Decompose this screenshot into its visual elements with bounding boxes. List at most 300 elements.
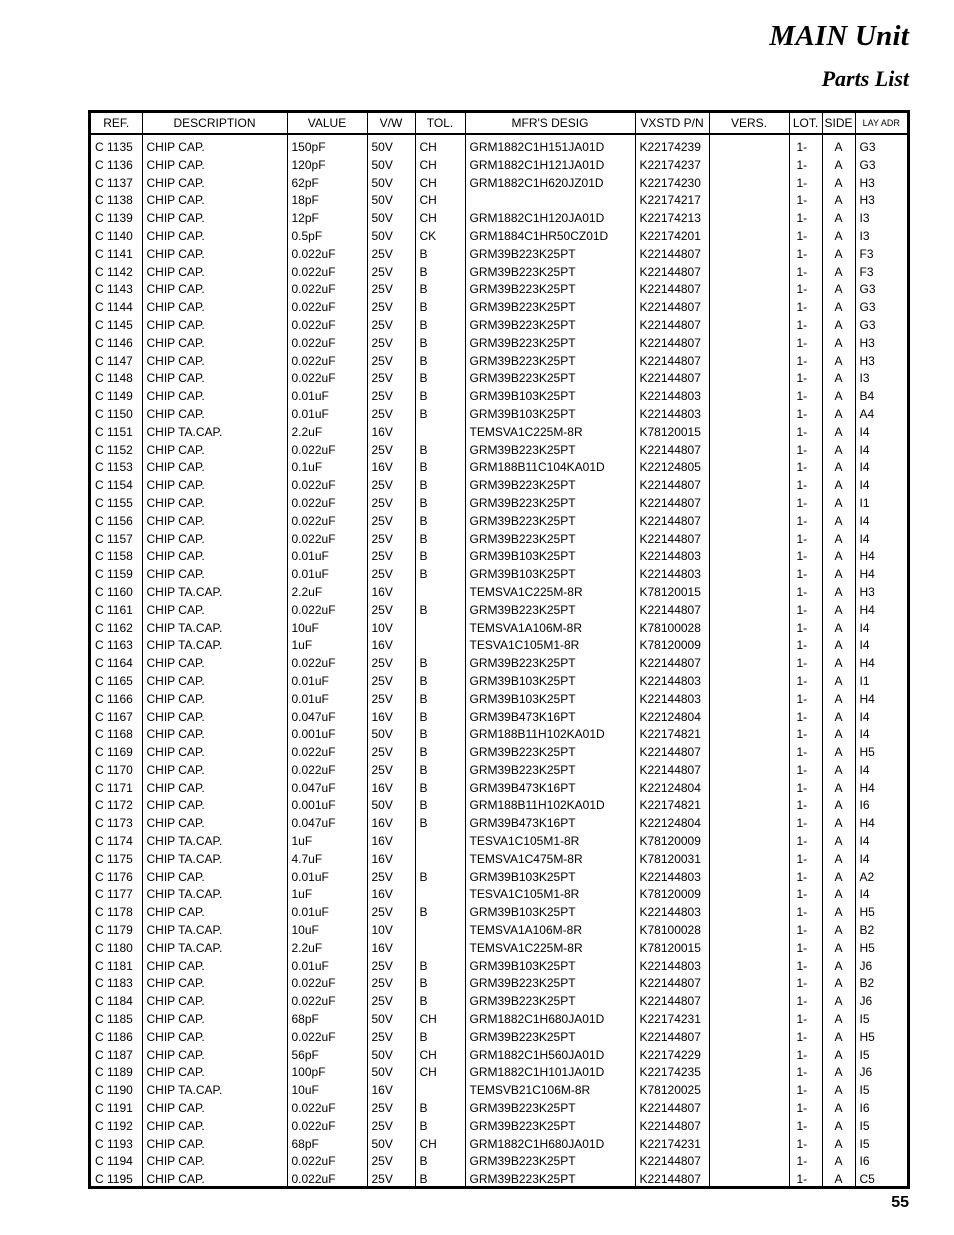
cell-lot: 1- [789, 602, 822, 620]
table-row [91, 1100, 907, 1118]
table-row [91, 1047, 907, 1065]
cell-ref: C 1153 [95, 460, 133, 475]
cell-value: 2.2uF [287, 584, 367, 602]
cell-vers [709, 780, 789, 798]
cell-vw: 50V [367, 134, 415, 157]
cell-ref: C 1160 [95, 584, 133, 599]
cell-side: A [822, 780, 855, 798]
cell-mfrs-desig [465, 192, 635, 210]
cell-lot: 1- [789, 940, 822, 958]
cell-side: A [822, 442, 855, 460]
cell-description: CHIP CAP. [142, 691, 287, 709]
cell-description: CHIP CAP. [142, 264, 287, 282]
cell-ref: C 1185 [95, 1012, 133, 1027]
cell-vxstd-pn: K22144803 [635, 904, 709, 922]
cell-lay-adr: I4 [855, 637, 907, 655]
cell-description: CHIP TA.CAP. [142, 424, 287, 442]
cell-ref: C 1137 [95, 175, 133, 190]
cell-vxstd-pn: K22174201 [635, 228, 709, 246]
cell-side: A [822, 459, 855, 477]
parts-table [91, 113, 907, 1189]
cell-value: 56pF [287, 1047, 367, 1065]
cell-description: CHIP TA.CAP. [142, 940, 287, 958]
cell-ref: C 1164 [95, 656, 133, 671]
cell-vers [709, 940, 789, 958]
cell-vers [709, 299, 789, 317]
cell-tol [415, 851, 465, 869]
parts-table-frame [88, 110, 910, 1189]
cell-mfrs-desig: GRM39B223K25PT [465, 655, 635, 673]
cell-mfrs-desig: TEMSVA1C225M-8R [465, 424, 635, 442]
cell-vers [709, 584, 789, 602]
cell-ref: C 1183 [95, 976, 133, 991]
cell-lay-adr: H5 [855, 744, 907, 762]
cell-value: 0.047uF [287, 815, 367, 833]
cell-lay-adr: I5 [855, 1118, 907, 1136]
table-row [91, 833, 907, 851]
cell-mfrs-desig: GRM1882C1H101JA01D [465, 1064, 635, 1082]
cell-lay-adr: I4 [855, 709, 907, 727]
cell-tol: B [415, 762, 465, 780]
cell-vers [709, 370, 789, 388]
cell-lay-adr: I1 [855, 673, 907, 691]
cell-vers [709, 388, 789, 406]
cell-side: A [822, 655, 855, 673]
cell-value: 0.047uF [287, 709, 367, 727]
cell-vxstd-pn: K22144807 [635, 281, 709, 299]
cell-vers [709, 815, 789, 833]
cell-vers [709, 922, 789, 940]
cell-mfrs-desig: GRM39B223K25PT [465, 370, 635, 388]
cell-vxstd-pn: K22144807 [635, 602, 709, 620]
cell-vw: 16V [367, 851, 415, 869]
cell-vers [709, 513, 789, 531]
cell-vw: 25V [367, 495, 415, 513]
cell-vw: 25V [367, 655, 415, 673]
cell-vers [709, 192, 789, 210]
cell-vers [709, 264, 789, 282]
cell-vxstd-pn: K22144807 [635, 495, 709, 513]
cell-tol: B [415, 602, 465, 620]
table-row [91, 388, 907, 406]
cell-side: A [822, 940, 855, 958]
cell-description: CHIP CAP. [142, 477, 287, 495]
cell-lot: 1- [789, 958, 822, 976]
cell-vxstd-pn: K22144807 [635, 655, 709, 673]
cell-vw: 16V [367, 886, 415, 904]
cell-vers [709, 1064, 789, 1082]
cell-value: 68pF [287, 1136, 367, 1154]
cell-mfrs-desig: GRM39B223K25PT [465, 299, 635, 317]
cell-mfrs-desig: TEMSVA1C225M-8R [465, 584, 635, 602]
cell-lay-adr: H5 [855, 1029, 907, 1047]
cell-vw: 16V [367, 459, 415, 477]
cell-ref: C 1174 [95, 834, 133, 849]
cell-description: CHIP CAP. [142, 904, 287, 922]
cell-description: CHIP CAP. [142, 993, 287, 1011]
cell-side: A [822, 175, 855, 193]
cell-vxstd-pn: K22144803 [635, 388, 709, 406]
cell-side: A [822, 797, 855, 815]
cell-lot: 1- [789, 886, 822, 904]
cell-vers [709, 886, 789, 904]
cell-lot: 1- [789, 744, 822, 762]
cell-ref: C 1171 [95, 780, 133, 795]
cell-vxstd-pn: K22144807 [635, 335, 709, 353]
cell-tol: B [415, 869, 465, 887]
cell-description: CHIP CAP. [142, 1047, 287, 1065]
cell-description: CHIP CAP. [142, 246, 287, 264]
cell-vxstd-pn: K22144807 [635, 1171, 709, 1189]
cell-mfrs-desig: GRM39B223K25PT [465, 353, 635, 371]
cell-ref: C 1142 [95, 264, 133, 279]
cell-vxstd-pn: K22174237 [635, 157, 709, 175]
cell-tol: B [415, 246, 465, 264]
cell-lay-adr: I3 [855, 370, 907, 388]
cell-value: 0.01uF [287, 388, 367, 406]
cell-vers [709, 1047, 789, 1065]
cell-lay-adr: H3 [855, 335, 907, 353]
cell-description: CHIP CAP. [142, 744, 287, 762]
cell-ref: C 1168 [95, 727, 133, 742]
cell-vxstd-pn: K78120015 [635, 940, 709, 958]
cell-value: 0.01uF [287, 673, 367, 691]
cell-vxstd-pn: K22144807 [635, 477, 709, 495]
cell-description: CHIP CAP. [142, 531, 287, 549]
table-row [91, 940, 907, 958]
cell-vers [709, 851, 789, 869]
cell-side: A [822, 958, 855, 976]
cell-lot: 1- [789, 620, 822, 638]
cell-vers [709, 353, 789, 371]
cell-vers [709, 1029, 789, 1047]
cell-value: 0.01uF [287, 566, 367, 584]
cell-vxstd-pn: K22144807 [635, 762, 709, 780]
cell-side: A [822, 566, 855, 584]
cell-value: 0.022uF [287, 655, 367, 673]
cell-lot: 1- [789, 922, 822, 940]
cell-lay-adr: I4 [855, 620, 907, 638]
cell-tol: B [415, 548, 465, 566]
cell-tol: B [415, 709, 465, 727]
cell-value: 10uF [287, 620, 367, 638]
cell-lot: 1- [789, 780, 822, 798]
cell-side: A [822, 869, 855, 887]
cell-tol: B [415, 673, 465, 691]
cell-lot: 1- [789, 815, 822, 833]
cell-description: CHIP TA.CAP. [142, 922, 287, 940]
cell-lot: 1- [789, 353, 822, 371]
cell-vxstd-pn: K22174231 [635, 1011, 709, 1029]
cell-vxstd-pn: K78120015 [635, 584, 709, 602]
cell-tol: B [415, 780, 465, 798]
cell-tol [415, 940, 465, 958]
cell-value: 0.022uF [287, 281, 367, 299]
cell-side: A [822, 210, 855, 228]
cell-mfrs-desig: GRM39B103K25PT [465, 958, 635, 976]
cell-lay-adr: I4 [855, 833, 907, 851]
column-header-value: VALUE [287, 113, 367, 134]
cell-tol: B [415, 1029, 465, 1047]
cell-side: A [822, 134, 855, 157]
table-row [91, 495, 907, 513]
cell-side: A [822, 531, 855, 549]
cell-mfrs-desig: TEMSVA1A106M-8R [465, 620, 635, 638]
cell-vxstd-pn: K22144807 [635, 1118, 709, 1136]
cell-vers [709, 602, 789, 620]
cell-vxstd-pn: K22144803 [635, 691, 709, 709]
cell-lot: 1- [789, 975, 822, 993]
cell-mfrs-desig: GRM39B223K25PT [465, 602, 635, 620]
cell-side: A [822, 993, 855, 1011]
cell-tol: B [415, 691, 465, 709]
cell-vxstd-pn: K22144807 [635, 1100, 709, 1118]
page-title: MAIN Unit [769, 20, 909, 52]
cell-vxstd-pn: K22144807 [635, 975, 709, 993]
cell-ref: C 1161 [95, 602, 133, 617]
cell-vw: 25V [367, 477, 415, 495]
cell-ref: C 1178 [95, 905, 133, 920]
cell-value: 0.022uF [287, 1171, 367, 1189]
cell-value: 10uF [287, 922, 367, 940]
cell-lot: 1- [789, 192, 822, 210]
table-row [91, 904, 907, 922]
cell-lot: 1- [789, 1029, 822, 1047]
table-row [91, 1136, 907, 1154]
cell-ref: C 1152 [95, 442, 133, 457]
table-row [91, 584, 907, 602]
cell-value: 62pF [287, 175, 367, 193]
table-row [91, 566, 907, 584]
cell-tol: CH [415, 1064, 465, 1082]
cell-description: CHIP CAP. [142, 353, 287, 371]
cell-lot: 1- [789, 691, 822, 709]
cell-vw: 25V [367, 975, 415, 993]
cell-vw: 25V [367, 1029, 415, 1047]
cell-mfrs-desig: TESVA1C105M1-8R [465, 833, 635, 851]
cell-lay-adr: G3 [855, 281, 907, 299]
table-row [91, 264, 907, 282]
table-row [91, 1011, 907, 1029]
cell-lay-adr: I6 [855, 797, 907, 815]
table-row [91, 442, 907, 460]
cell-vxstd-pn: K22124804 [635, 780, 709, 798]
cell-lot: 1- [789, 655, 822, 673]
cell-lay-adr: F3 [855, 264, 907, 282]
cell-vxstd-pn: K22144803 [635, 869, 709, 887]
cell-vw: 16V [367, 940, 415, 958]
cell-lot: 1- [789, 993, 822, 1011]
cell-side: A [822, 370, 855, 388]
cell-lay-adr: G3 [855, 134, 907, 157]
cell-side: A [822, 1153, 855, 1171]
cell-vw: 25V [367, 602, 415, 620]
cell-mfrs-desig: GRM39B103K25PT [465, 566, 635, 584]
cell-lot: 1- [789, 1082, 822, 1100]
cell-mfrs-desig: GRM39B103K25PT [465, 406, 635, 424]
cell-tol [415, 584, 465, 602]
cell-description: CHIP TA.CAP. [142, 637, 287, 655]
cell-ref: C 1145 [95, 317, 133, 332]
cell-lay-adr: H4 [855, 602, 907, 620]
cell-lot: 1- [789, 584, 822, 602]
cell-lot: 1- [789, 673, 822, 691]
cell-vw: 25V [367, 317, 415, 335]
cell-mfrs-desig: GRM39B223K25PT [465, 762, 635, 780]
cell-side: A [822, 1171, 855, 1189]
cell-vxstd-pn: K22144807 [635, 442, 709, 460]
cell-mfrs-desig: GRM39B223K25PT [465, 975, 635, 993]
cell-vw: 25V [367, 762, 415, 780]
cell-lot: 1- [789, 335, 822, 353]
parts-table-body [91, 134, 907, 1189]
cell-ref: C 1169 [95, 745, 133, 760]
table-row [91, 1082, 907, 1100]
cell-side: A [822, 228, 855, 246]
cell-lot: 1- [789, 264, 822, 282]
cell-vw: 50V [367, 797, 415, 815]
cell-lay-adr: H4 [855, 548, 907, 566]
cell-tol: CH [415, 157, 465, 175]
cell-vxstd-pn: K78120009 [635, 886, 709, 904]
cell-ref: C 1136 [95, 157, 133, 172]
cell-tol: B [415, 1100, 465, 1118]
cell-ref: C 1177 [95, 887, 133, 902]
cell-tol: B [415, 904, 465, 922]
cell-value: 0.022uF [287, 1118, 367, 1136]
table-row [91, 459, 907, 477]
cell-vw: 16V [367, 833, 415, 851]
cell-value: 0.022uF [287, 975, 367, 993]
cell-ref: C 1135 [95, 140, 133, 154]
cell-lot: 1- [789, 175, 822, 193]
cell-vers [709, 134, 789, 157]
cell-tol: B [415, 495, 465, 513]
cell-lot: 1- [789, 833, 822, 851]
cell-value: 120pF [287, 157, 367, 175]
cell-lot: 1- [789, 477, 822, 495]
cell-vxstd-pn: K78120015 [635, 424, 709, 442]
cell-vxstd-pn: K22144803 [635, 548, 709, 566]
cell-lot: 1- [789, 1011, 822, 1029]
cell-value: 0.022uF [287, 762, 367, 780]
cell-lay-adr: G3 [855, 317, 907, 335]
table-row [91, 709, 907, 727]
table-row [91, 602, 907, 620]
cell-tol: B [415, 335, 465, 353]
cell-description: CHIP CAP. [142, 548, 287, 566]
cell-lay-adr: I5 [855, 1047, 907, 1065]
cell-ref: C 1141 [95, 246, 133, 261]
cell-description: CHIP CAP. [142, 869, 287, 887]
cell-value: 100pF [287, 1064, 367, 1082]
cell-value: 0.022uF [287, 495, 367, 513]
cell-lay-adr: F3 [855, 246, 907, 264]
cell-description: CHIP CAP. [142, 566, 287, 584]
cell-description: CHIP CAP. [142, 157, 287, 175]
cell-lot: 1- [789, 317, 822, 335]
cell-lay-adr: B2 [855, 975, 907, 993]
cell-vw: 16V [367, 424, 415, 442]
cell-mfrs-desig: GRM39B223K25PT [465, 513, 635, 531]
cell-vers [709, 442, 789, 460]
cell-description: CHIP TA.CAP. [142, 584, 287, 602]
cell-mfrs-desig: GRM39B223K25PT [465, 335, 635, 353]
cell-mfrs-desig: GRM39B223K25PT [465, 1118, 635, 1136]
cell-tol: B [415, 744, 465, 762]
cell-vers [709, 691, 789, 709]
cell-lay-adr: I3 [855, 210, 907, 228]
cell-lot: 1- [789, 1047, 822, 1065]
cell-vers [709, 424, 789, 442]
cell-side: A [822, 246, 855, 264]
cell-vers [709, 958, 789, 976]
cell-lay-adr: A4 [855, 406, 907, 424]
cell-vw: 25V [367, 335, 415, 353]
cell-lay-adr: G3 [855, 157, 907, 175]
table-row [91, 762, 907, 780]
cell-vw: 25V [367, 1153, 415, 1171]
cell-lot: 1- [789, 228, 822, 246]
cell-lay-adr: I4 [855, 886, 907, 904]
cell-vw: 25V [367, 531, 415, 549]
table-row [91, 317, 907, 335]
cell-mfrs-desig: GRM39B223K25PT [465, 246, 635, 264]
cell-vxstd-pn: K22144807 [635, 370, 709, 388]
cell-value: 12pF [287, 210, 367, 228]
cell-mfrs-desig: GRM1882C1H121JA01D [465, 157, 635, 175]
cell-mfrs-desig: TESVA1C105M1-8R [465, 637, 635, 655]
cell-lot: 1- [789, 726, 822, 744]
cell-vers [709, 655, 789, 673]
cell-vers [709, 477, 789, 495]
cell-lay-adr: H4 [855, 655, 907, 673]
cell-vw: 25V [367, 673, 415, 691]
cell-description: CHIP CAP. [142, 709, 287, 727]
cell-lay-adr: H3 [855, 175, 907, 193]
cell-vxstd-pn: K78120009 [635, 833, 709, 851]
cell-mfrs-desig: GRM39B223K25PT [465, 317, 635, 335]
cell-value: 1uF [287, 637, 367, 655]
cell-vers [709, 744, 789, 762]
table-row [91, 513, 907, 531]
cell-ref: C 1170 [95, 762, 133, 777]
table-row [91, 134, 907, 157]
cell-value: 0.1uF [287, 459, 367, 477]
cell-lot: 1- [789, 1064, 822, 1082]
cell-ref: C 1186 [95, 1029, 133, 1044]
cell-tol: B [415, 1153, 465, 1171]
cell-description: CHIP TA.CAP. [142, 833, 287, 851]
cell-mfrs-desig: GRM39B103K25PT [465, 869, 635, 887]
cell-value: 1uF [287, 886, 367, 904]
cell-vxstd-pn: K22144803 [635, 566, 709, 584]
cell-tol: B [415, 353, 465, 371]
cell-lot: 1- [789, 134, 822, 157]
cell-ref: C 1154 [95, 478, 133, 493]
cell-description: CHIP CAP. [142, 495, 287, 513]
cell-lot: 1- [789, 904, 822, 922]
cell-value: 0.022uF [287, 531, 367, 549]
cell-mfrs-desig: GRM188B11H102KA01D [465, 726, 635, 744]
table-header-row [91, 113, 907, 134]
cell-mfrs-desig: TEMSVA1C475M-8R [465, 851, 635, 869]
cell-vers [709, 548, 789, 566]
cell-vxstd-pn: K22144807 [635, 299, 709, 317]
cell-tol [415, 886, 465, 904]
table-row [91, 726, 907, 744]
cell-mfrs-desig: GRM39B473K16PT [465, 709, 635, 727]
